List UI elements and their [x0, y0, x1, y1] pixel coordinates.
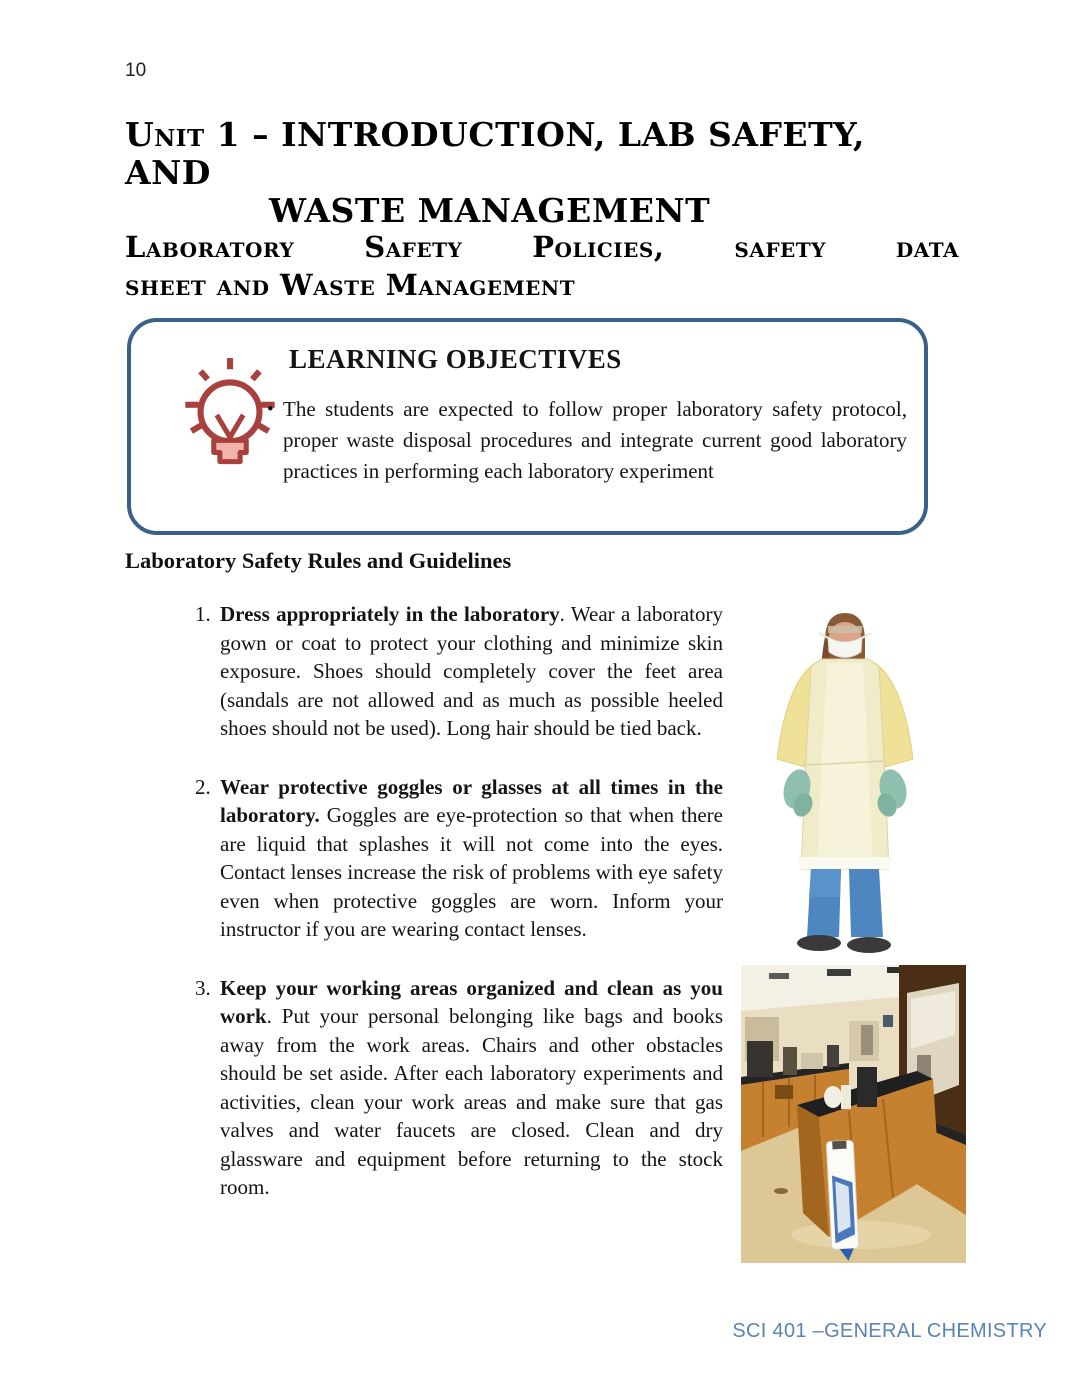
- list-item: [125, 773, 723, 944]
- rule-lead: Keep your working areas organized and clean as you work: [220, 975, 723, 1028]
- rule-lead: Wear protective goggles or glasses at all times in the laboratory.: [220, 774, 723, 827]
- rules-list: [125, 600, 723, 1202]
- learning-objectives-heading: LEARNING OBJECTIVES: [289, 344, 622, 374]
- rule-text: Goggles are eye-protection so that when there are liquid that splashes it will not come into the eyes. Contact lenses increase the risk of problems with eye safety even when protective goggles are worn. Inform your instructor if you are wearing contact lenses.: [220, 803, 723, 941]
- footer-course-label: SCI 401 –GENERAL CHEMISTRY: [732, 1320, 1047, 1342]
- images-column: [723, 592, 970, 1263]
- unit-title-line1: Unit 1 – INTRODUCTION, LAB SAFETY, AND: [125, 115, 865, 192]
- unit-title: [125, 116, 959, 230]
- list-number: 1.: [195, 602, 211, 626]
- rule-text: . Wear a laboratory gown or coat to protect your clothing and minimize skin exposure. Shoes should completely cover the feet area (sandals are not allowed and as much as possible heeled shoes should not be used). Long hair should be tied back.: [220, 602, 723, 740]
- bullet-dot: •: [267, 399, 274, 420]
- section-title-line1: Laboratory Safety Policies, safety data: [125, 230, 959, 264]
- section-title: [125, 228, 959, 304]
- list-number: 2.: [195, 774, 211, 799]
- learning-objectives-text: [267, 394, 907, 487]
- rule-text: . Put your personal belonging like bags and books away from the work areas. Chairs and other obstacles should be set aside. After each laboratory experiments and activities, clean your work areas and make sure that gas valves and water faucets are closed. Clean and dry glassware and equipment before returning to the stock room.: [220, 1004, 723, 1199]
- list-number: 3.: [195, 975, 211, 1000]
- list-item: [125, 600, 723, 743]
- learning-objectives-box: [127, 318, 928, 535]
- list-item: [125, 974, 723, 1202]
- lightbulb-icon: [179, 354, 281, 486]
- rules-column: [125, 592, 723, 1263]
- section-title-line2: sheet and Waste Management: [125, 268, 576, 302]
- learning-objectives-body: The students are expected to follow proper laboratory safety protocol, proper waste disposal procedures and integrate current good laboratory practices in performing each laboratory experiment: [283, 397, 907, 483]
- content-row: [125, 592, 970, 1263]
- rules-heading: Laboratory Safety Rules and Guidelines: [125, 548, 512, 573]
- rule-lead: Dress appropriately in the laboratory: [220, 602, 560, 626]
- unit-title-line2: WASTE MANAGEMENT: [269, 191, 711, 230]
- page-number: 10: [125, 60, 147, 81]
- ppe-person-image: [755, 607, 935, 955]
- laboratory-photo: [741, 965, 966, 1263]
